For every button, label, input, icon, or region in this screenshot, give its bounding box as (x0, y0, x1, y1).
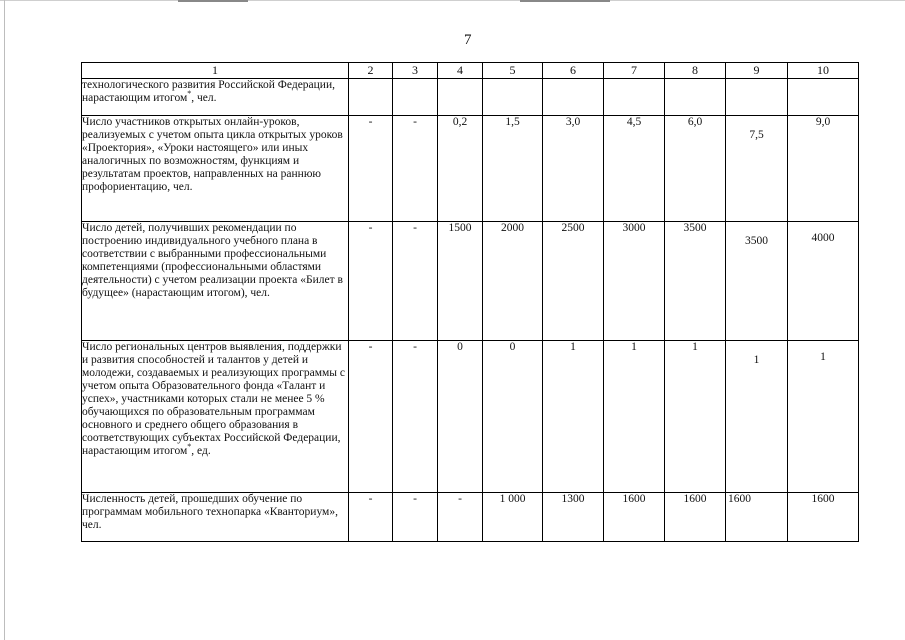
value-cell (393, 79, 438, 116)
table-row (82, 493, 859, 542)
value-cell (349, 79, 393, 116)
header-cell: 6 (543, 63, 604, 79)
footnote-mark: * (187, 442, 192, 452)
value-cell: 1 (726, 341, 788, 493)
indicator-description: Число детей, получивших рекомендации по построению индивидуального учебного плана в соответствии с выбранными профессиональными компетенциями (профессиональными областями деятельности) с учетом реализации проекта «Билет в будущее» (нарастающим итогом), чел. (82, 222, 349, 341)
indicators-table (81, 62, 859, 542)
header-cell: 10 (788, 63, 859, 79)
value-cell: - (349, 341, 393, 493)
value-cell: 1600 (788, 493, 859, 542)
value-cell: 7,5 (726, 116, 788, 222)
value-cell: - (393, 341, 438, 493)
header-cell: 4 (438, 63, 483, 79)
value-cell (604, 79, 665, 116)
value-cell: 0 (483, 341, 543, 493)
value-cell (788, 79, 859, 116)
header-cell: 3 (393, 63, 438, 79)
value-cell: - (393, 116, 438, 222)
value-cell: 6,0 (665, 116, 726, 222)
value-cell: - (393, 493, 438, 542)
value-cell (665, 79, 726, 116)
value-cell: - (349, 116, 393, 222)
value-cell (726, 79, 788, 116)
value-cell: 1300 (543, 493, 604, 542)
header-cell: 9 (726, 63, 788, 79)
footnote-mark: * (187, 89, 192, 99)
value-cell: 3000 (604, 222, 665, 341)
value-cell: 1600 (604, 493, 665, 542)
table-row (82, 341, 859, 493)
value-cell: 0,2 (438, 116, 483, 222)
scan-edge-top (0, 0, 905, 1)
value-cell: 0 (438, 341, 483, 493)
indicator-description: Число региональных центров выявления, поддержки и развития способностей и талантов у детей и молодежи, создаваемых и реализующих программы с учетом опыта Образовательного фонда «Талант и успех», участниками которых стали не менее 5 % обучающихся по образовательным программам основного и среднего общего образования в соответствующих субъектах Российской Федерации, нарастающим итогом*, ед. (82, 341, 349, 493)
value-cell: 3500 (726, 222, 788, 341)
header-cell: 8 (665, 63, 726, 79)
value-cell: 4000 (788, 222, 859, 341)
value-cell: - (349, 493, 393, 542)
header-cell: 7 (604, 63, 665, 79)
value-cell: - (393, 222, 438, 341)
value-cell: 2000 (483, 222, 543, 341)
value-cell: 2500 (543, 222, 604, 341)
header-cell: 1 (82, 63, 349, 79)
scan-artifact (520, 0, 610, 2)
scan-edge-left (4, 0, 5, 640)
value-cell: 1600 (726, 493, 788, 542)
scan-artifact (178, 0, 248, 2)
value-cell: 1 (665, 341, 726, 493)
value-cell: 3500 (665, 222, 726, 341)
indicator-description: Численность детей, прошедших обучение по программам мобильного технопарка «Кванториум», чел. (82, 493, 349, 542)
value-cell: 1,5 (483, 116, 543, 222)
value-cell (438, 79, 483, 116)
table-row (82, 79, 859, 116)
indicator-description: технологического развития Российской Федерации, нарастающим итогом*, чел. (82, 79, 349, 116)
value-cell: - (438, 493, 483, 542)
value-cell: 1500 (438, 222, 483, 341)
value-cell: 9,0 (788, 116, 859, 222)
page-number: 7 (464, 32, 472, 48)
header-cell: 5 (483, 63, 543, 79)
value-cell (483, 79, 543, 116)
value-cell (543, 79, 604, 116)
indicator-description: Число участников открытых онлайн-уроков, реализуемых с учетом опыта цикла открытых уроков «Проектория», «Уроки настоящего» или иных аналогичных по возможностям, функциям и результатам проектов, направленных на раннюю профориентацию, чел. (82, 116, 349, 222)
value-cell: 1 (543, 341, 604, 493)
value-cell: 1600 (665, 493, 726, 542)
table-row (82, 222, 859, 341)
value-cell: - (349, 222, 393, 341)
value-cell: 4,5 (604, 116, 665, 222)
value-cell: 1 (604, 341, 665, 493)
header-cell: 2 (349, 63, 393, 79)
header-row (82, 63, 859, 79)
value-cell: 1 (788, 341, 859, 493)
table-row (82, 116, 859, 222)
value-cell: 1 000 (483, 493, 543, 542)
value-cell: 3,0 (543, 116, 604, 222)
